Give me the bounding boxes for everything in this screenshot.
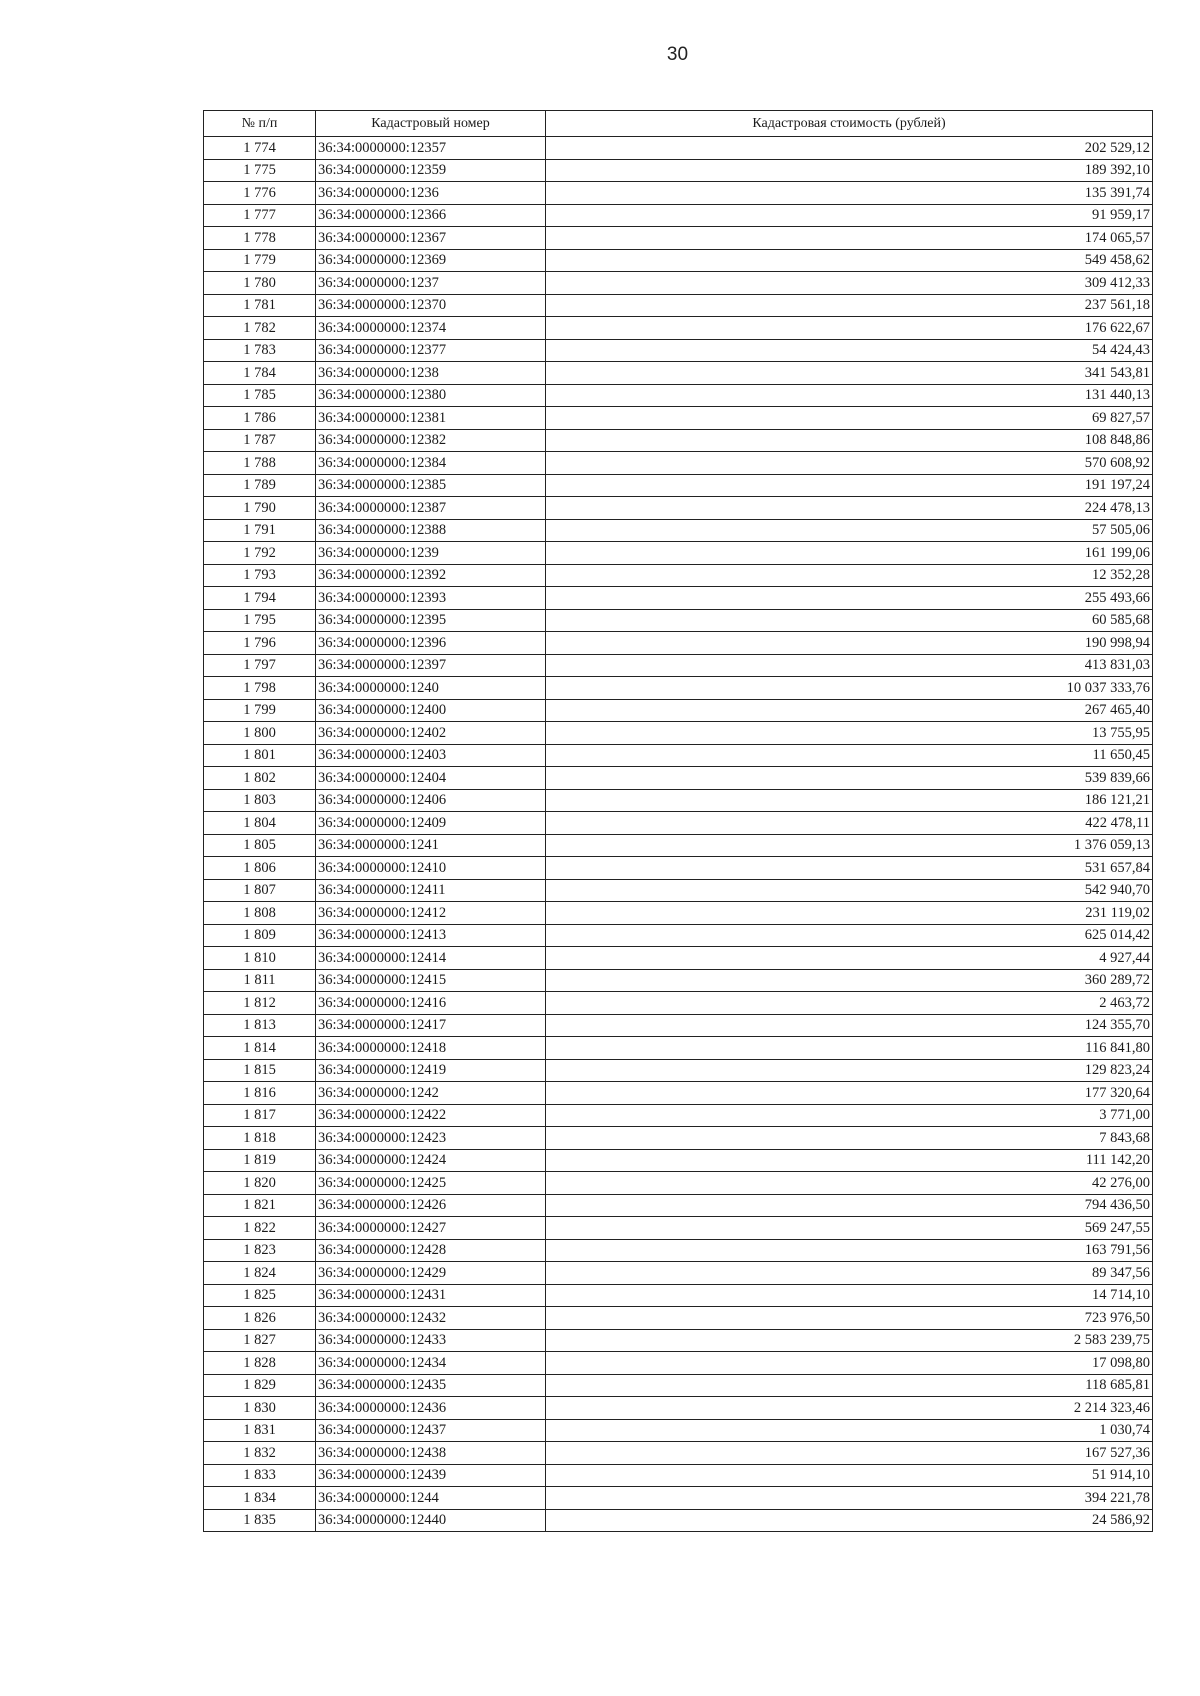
cadastral-number-cell: 36:34:0000000:12437 [316, 1419, 546, 1442]
cadastral-value-cell: 413 831,03 [546, 654, 1153, 677]
row-number-cell: 1 799 [204, 699, 316, 722]
table-row [204, 1059, 1153, 1082]
row-number-cell: 1 818 [204, 1127, 316, 1150]
cadastral-number-cell: 36:34:0000000:1237 [316, 272, 546, 295]
cadastral-value-cell: 7 843,68 [546, 1127, 1153, 1150]
row-number-cell: 1 802 [204, 767, 316, 790]
cadastral-number-cell: 36:34:0000000:12381 [316, 407, 546, 430]
table-row [204, 632, 1153, 655]
table-row [204, 272, 1153, 295]
row-number-cell: 1 807 [204, 879, 316, 902]
row-number-cell: 1 819 [204, 1149, 316, 1172]
cadastral-number-cell: 36:34:0000000:12410 [316, 857, 546, 880]
table-row [204, 1307, 1153, 1330]
table-row [204, 542, 1153, 565]
cadastral-number-cell: 36:34:0000000:12427 [316, 1217, 546, 1240]
row-number-cell: 1 810 [204, 947, 316, 970]
row-number-cell: 1 781 [204, 294, 316, 317]
table-row [204, 1127, 1153, 1150]
row-number-cell: 1 774 [204, 137, 316, 160]
cadastral-value-cell: 57 505,06 [546, 519, 1153, 542]
row-number-cell: 1 825 [204, 1284, 316, 1307]
cadastral-value-cell: 118 685,81 [546, 1374, 1153, 1397]
header-num: № п/п [204, 111, 316, 137]
cadastral-number-cell: 36:34:0000000:1241 [316, 834, 546, 857]
cadastral-number-cell: 36:34:0000000:12403 [316, 744, 546, 767]
row-number-cell: 1 821 [204, 1194, 316, 1217]
cadastral-number-cell: 36:34:0000000:12411 [316, 879, 546, 902]
table-row [204, 159, 1153, 182]
row-number-cell: 1 812 [204, 992, 316, 1015]
cadastral-value-cell: 1 030,74 [546, 1419, 1153, 1442]
cadastral-number-cell: 36:34:0000000:12440 [316, 1509, 546, 1532]
table-row [204, 834, 1153, 857]
row-number-cell: 1 834 [204, 1487, 316, 1510]
row-number-cell: 1 830 [204, 1397, 316, 1420]
row-number-cell: 1 777 [204, 204, 316, 227]
row-number-cell: 1 796 [204, 632, 316, 655]
table-row [204, 1239, 1153, 1262]
table-row [204, 969, 1153, 992]
cadastral-number-cell: 36:34:0000000:12388 [316, 519, 546, 542]
cadastral-value-cell: 360 289,72 [546, 969, 1153, 992]
cadastral-number-cell: 36:34:0000000:12392 [316, 564, 546, 587]
cadastral-value-cell: 309 412,33 [546, 272, 1153, 295]
cadastral-number-cell: 36:34:0000000:1242 [316, 1082, 546, 1105]
cadastral-value-cell: 186 121,21 [546, 789, 1153, 812]
cadastral-number-cell: 36:34:0000000:12431 [316, 1284, 546, 1307]
row-number-cell: 1 804 [204, 812, 316, 835]
table-row [204, 1352, 1153, 1375]
cadastral-value-cell: 116 841,80 [546, 1037, 1153, 1060]
cadastral-value-cell: 131 440,13 [546, 384, 1153, 407]
table-row [204, 452, 1153, 475]
cadastral-number-cell: 36:34:0000000:12377 [316, 339, 546, 362]
cadastral-number-cell: 36:34:0000000:12429 [316, 1262, 546, 1285]
cadastral-value-cell: 69 827,57 [546, 407, 1153, 430]
cadastral-number-cell: 36:34:0000000:12422 [316, 1104, 546, 1127]
cadastral-value-cell: 42 276,00 [546, 1172, 1153, 1195]
table-row [204, 1464, 1153, 1487]
row-number-cell: 1 803 [204, 789, 316, 812]
table-row [204, 1149, 1153, 1172]
row-number-cell: 1 833 [204, 1464, 316, 1487]
cadastral-value-cell: 91 959,17 [546, 204, 1153, 227]
cadastral-number-cell: 36:34:0000000:12397 [316, 654, 546, 677]
row-number-cell: 1 801 [204, 744, 316, 767]
table-row [204, 339, 1153, 362]
row-number-cell: 1 822 [204, 1217, 316, 1240]
table-row [204, 497, 1153, 520]
table-row [204, 1442, 1153, 1465]
table-row [204, 1217, 1153, 1240]
cadastral-number-cell: 36:34:0000000:1240 [316, 677, 546, 700]
cadastral-value-cell: 531 657,84 [546, 857, 1153, 880]
cadastral-value-cell: 394 221,78 [546, 1487, 1153, 1510]
cadastral-number-cell: 36:34:0000000:12367 [316, 227, 546, 250]
cadastral-number-cell: 36:34:0000000:12370 [316, 294, 546, 317]
cadastral-number-cell: 36:34:0000000:12357 [316, 137, 546, 160]
table-row [204, 902, 1153, 925]
cadastral-number-cell: 36:34:0000000:12359 [316, 159, 546, 182]
table-row [204, 947, 1153, 970]
table-row [204, 789, 1153, 812]
table-row [204, 1104, 1153, 1127]
cadastral-number-cell: 36:34:0000000:1236 [316, 182, 546, 205]
cadastral-number-cell: 36:34:0000000:12416 [316, 992, 546, 1015]
row-number-cell: 1 828 [204, 1352, 316, 1375]
table-row [204, 654, 1153, 677]
cadastral-number-cell: 36:34:0000000:12387 [316, 497, 546, 520]
cadastral-value-cell: 54 424,43 [546, 339, 1153, 362]
row-number-cell: 1 779 [204, 249, 316, 272]
table-row [204, 407, 1153, 430]
table-row [204, 519, 1153, 542]
row-number-cell: 1 829 [204, 1374, 316, 1397]
table-row [204, 744, 1153, 767]
table-row [204, 1172, 1153, 1195]
row-number-cell: 1 794 [204, 587, 316, 610]
cadastral-value-cell: 60 585,68 [546, 609, 1153, 632]
row-number-cell: 1 815 [204, 1059, 316, 1082]
cadastral-value-cell: 549 458,62 [546, 249, 1153, 272]
table-row [204, 587, 1153, 610]
cadastral-value-cell: 111 142,20 [546, 1149, 1153, 1172]
cadastral-value-cell: 255 493,66 [546, 587, 1153, 610]
table-row [204, 812, 1153, 835]
cadastral-number-cell: 36:34:0000000:12395 [316, 609, 546, 632]
cadastral-value-cell: 176 622,67 [546, 317, 1153, 340]
row-number-cell: 1 806 [204, 857, 316, 880]
cadastral-value-cell: 723 976,50 [546, 1307, 1153, 1330]
row-number-cell: 1 826 [204, 1307, 316, 1330]
table-row [204, 1284, 1153, 1307]
cadastral-number-cell: 36:34:0000000:1244 [316, 1487, 546, 1510]
table-row [204, 1329, 1153, 1352]
table-row [204, 1487, 1153, 1510]
row-number-cell: 1 778 [204, 227, 316, 250]
row-number-cell: 1 816 [204, 1082, 316, 1105]
row-number-cell: 1 797 [204, 654, 316, 677]
table-row [204, 699, 1153, 722]
cadastral-value-cell: 237 561,18 [546, 294, 1153, 317]
table-row [204, 137, 1153, 160]
cadastral-number-cell: 36:34:0000000:12434 [316, 1352, 546, 1375]
row-number-cell: 1 817 [204, 1104, 316, 1127]
page-number: 30 [666, 44, 689, 65]
row-number-cell: 1 805 [204, 834, 316, 857]
cadastral-number-cell: 36:34:0000000:12433 [316, 1329, 546, 1352]
table-row [204, 609, 1153, 632]
table-row [204, 182, 1153, 205]
cadastral-value-cell: 11 650,45 [546, 744, 1153, 767]
table-row [204, 1419, 1153, 1442]
cadastral-value-cell: 24 586,92 [546, 1509, 1153, 1532]
cadastral-value-cell: 1 376 059,13 [546, 834, 1153, 857]
cadastral-number-cell: 36:34:0000000:1239 [316, 542, 546, 565]
row-number-cell: 1 823 [204, 1239, 316, 1262]
cadastral-number-cell: 36:34:0000000:12413 [316, 924, 546, 947]
table-row [204, 677, 1153, 700]
table-row [204, 474, 1153, 497]
cadastral-value-cell: 267 465,40 [546, 699, 1153, 722]
cadastral-number-cell: 36:34:0000000:12426 [316, 1194, 546, 1217]
row-number-cell: 1 831 [204, 1419, 316, 1442]
cadastral-value-cell: 539 839,66 [546, 767, 1153, 790]
row-number-cell: 1 780 [204, 272, 316, 295]
cadastral-value-cell: 12 352,28 [546, 564, 1153, 587]
row-number-cell: 1 790 [204, 497, 316, 520]
cadastral-value-cell: 129 823,24 [546, 1059, 1153, 1082]
cadastral-number-cell: 36:34:0000000:12402 [316, 722, 546, 745]
cadastral-number-cell: 36:34:0000000:12384 [316, 452, 546, 475]
cadastral-number-cell: 36:34:0000000:12400 [316, 699, 546, 722]
table-row [204, 857, 1153, 880]
row-number-cell: 1 811 [204, 969, 316, 992]
cadastral-value-cell: 4 927,44 [546, 947, 1153, 970]
table-row [204, 204, 1153, 227]
row-number-cell: 1 808 [204, 902, 316, 925]
table-row [204, 1037, 1153, 1060]
cadastral-number-cell: 36:34:0000000:12382 [316, 429, 546, 452]
cadastral-number-cell: 36:34:0000000:12425 [316, 1172, 546, 1195]
cadastral-value-cell: 2 583 239,75 [546, 1329, 1153, 1352]
table-header-row [204, 111, 1153, 137]
cadastral-number-cell: 36:34:0000000:12418 [316, 1037, 546, 1060]
cadastral-value-table [203, 110, 1153, 1532]
row-number-cell: 1 809 [204, 924, 316, 947]
row-number-cell: 1 798 [204, 677, 316, 700]
row-number-cell: 1 788 [204, 452, 316, 475]
row-number-cell: 1 835 [204, 1509, 316, 1532]
row-number-cell: 1 785 [204, 384, 316, 407]
cadastral-value-cell: 3 771,00 [546, 1104, 1153, 1127]
row-number-cell: 1 795 [204, 609, 316, 632]
table-row [204, 564, 1153, 587]
cadastral-number-cell: 36:34:0000000:12396 [316, 632, 546, 655]
row-number-cell: 1 775 [204, 159, 316, 182]
cadastral-value-cell: 224 478,13 [546, 497, 1153, 520]
cadastral-number-cell: 36:34:0000000:12406 [316, 789, 546, 812]
cadastral-number-cell: 36:34:0000000:12436 [316, 1397, 546, 1420]
cadastral-number-cell: 36:34:0000000:12424 [316, 1149, 546, 1172]
cadastral-number-cell: 36:34:0000000:12385 [316, 474, 546, 497]
row-number-cell: 1 782 [204, 317, 316, 340]
row-number-cell: 1 791 [204, 519, 316, 542]
cadastral-value-cell: 422 478,11 [546, 812, 1153, 835]
row-number-cell: 1 787 [204, 429, 316, 452]
row-number-cell: 1 784 [204, 362, 316, 385]
cadastral-value-cell: 89 347,56 [546, 1262, 1153, 1285]
cadastral-value-cell: 124 355,70 [546, 1014, 1153, 1037]
table-row [204, 249, 1153, 272]
table-row [204, 879, 1153, 902]
cadastral-number-cell: 36:34:0000000:12369 [316, 249, 546, 272]
cadastral-value-cell: 174 065,57 [546, 227, 1153, 250]
cadastral-number-cell: 36:34:0000000:12374 [316, 317, 546, 340]
cadastral-value-cell: 341 543,81 [546, 362, 1153, 385]
table-row [204, 1262, 1153, 1285]
table-row [204, 767, 1153, 790]
cadastral-number-cell: 36:34:0000000:12414 [316, 947, 546, 970]
cadastral-value-cell: 108 848,86 [546, 429, 1153, 452]
header-cadastral-number: Кадастровый номер [316, 111, 546, 137]
cadastral-value-cell: 625 014,42 [546, 924, 1153, 947]
cadastral-value-cell: 51 914,10 [546, 1464, 1153, 1487]
row-number-cell: 1 827 [204, 1329, 316, 1352]
cadastral-value-cell: 191 197,24 [546, 474, 1153, 497]
cadastral-number-cell: 36:34:0000000:1238 [316, 362, 546, 385]
row-number-cell: 1 793 [204, 564, 316, 587]
row-number-cell: 1 814 [204, 1037, 316, 1060]
cadastral-number-cell: 36:34:0000000:12435 [316, 1374, 546, 1397]
cadastral-value-cell: 163 791,56 [546, 1239, 1153, 1262]
table-row [204, 294, 1153, 317]
cadastral-value-cell: 202 529,12 [546, 137, 1153, 160]
table-row [204, 722, 1153, 745]
table-row [204, 924, 1153, 947]
cadastral-number-cell: 36:34:0000000:12439 [316, 1464, 546, 1487]
cadastral-value-cell: 794 436,50 [546, 1194, 1153, 1217]
table-body [204, 137, 1153, 1532]
cadastral-value-cell: 2 463,72 [546, 992, 1153, 1015]
table-row [204, 429, 1153, 452]
cadastral-value-cell: 17 098,80 [546, 1352, 1153, 1375]
cadastral-value-cell: 570 608,92 [546, 452, 1153, 475]
cadastral-value-cell: 231 119,02 [546, 902, 1153, 925]
table-row [204, 1397, 1153, 1420]
row-number-cell: 1 783 [204, 339, 316, 362]
cadastral-value-cell: 135 391,74 [546, 182, 1153, 205]
cadastral-number-cell: 36:34:0000000:12423 [316, 1127, 546, 1150]
cadastral-value-cell: 10 037 333,76 [546, 677, 1153, 700]
table-row [204, 384, 1153, 407]
cadastral-number-cell: 36:34:0000000:12404 [316, 767, 546, 790]
row-number-cell: 1 792 [204, 542, 316, 565]
cadastral-number-cell: 36:34:0000000:12366 [316, 204, 546, 227]
table-row [204, 317, 1153, 340]
cadastral-value-cell: 177 320,64 [546, 1082, 1153, 1105]
row-number-cell: 1 832 [204, 1442, 316, 1465]
cadastral-value-cell: 2 214 323,46 [546, 1397, 1153, 1420]
table-row [204, 362, 1153, 385]
cadastral-value-cell: 13 755,95 [546, 722, 1153, 745]
cadastral-number-cell: 36:34:0000000:12432 [316, 1307, 546, 1330]
cadastral-number-cell: 36:34:0000000:12380 [316, 384, 546, 407]
cadastral-number-cell: 36:34:0000000:12409 [316, 812, 546, 835]
cadastral-value-cell: 14 714,10 [546, 1284, 1153, 1307]
row-number-cell: 1 789 [204, 474, 316, 497]
cadastral-number-cell: 36:34:0000000:12393 [316, 587, 546, 610]
table-row [204, 1374, 1153, 1397]
table-row [204, 992, 1153, 1015]
cadastral-value-cell: 542 940,70 [546, 879, 1153, 902]
cadastral-value-cell: 189 392,10 [546, 159, 1153, 182]
cadastral-value-cell: 161 199,06 [546, 542, 1153, 565]
cadastral-number-cell: 36:34:0000000:12417 [316, 1014, 546, 1037]
row-number-cell: 1 813 [204, 1014, 316, 1037]
table-row [204, 1194, 1153, 1217]
cadastral-number-cell: 36:34:0000000:12428 [316, 1239, 546, 1262]
table-row [204, 227, 1153, 250]
row-number-cell: 1 800 [204, 722, 316, 745]
cadastral-value-cell: 569 247,55 [546, 1217, 1153, 1240]
row-number-cell: 1 824 [204, 1262, 316, 1285]
cadastral-number-cell: 36:34:0000000:12419 [316, 1059, 546, 1082]
row-number-cell: 1 776 [204, 182, 316, 205]
cadastral-number-cell: 36:34:0000000:12412 [316, 902, 546, 925]
table-row [204, 1082, 1153, 1105]
table-row [204, 1014, 1153, 1037]
table-row [204, 1509, 1153, 1532]
row-number-cell: 1 786 [204, 407, 316, 430]
cadastral-number-cell: 36:34:0000000:12438 [316, 1442, 546, 1465]
cadastral-value-cell: 167 527,36 [546, 1442, 1153, 1465]
cadastral-value-cell: 190 998,94 [546, 632, 1153, 655]
header-cadastral-value: Кадастровая стоимость (рублей) [546, 111, 1153, 137]
cadastral-number-cell: 36:34:0000000:12415 [316, 969, 546, 992]
row-number-cell: 1 820 [204, 1172, 316, 1195]
